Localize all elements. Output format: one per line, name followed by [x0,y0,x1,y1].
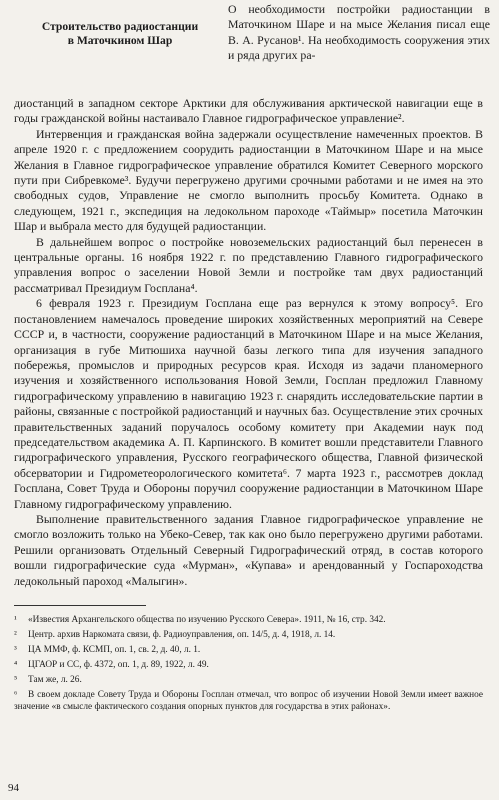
lead-paragraph-continuation: диостанций в западном секторе Арктики для обслуживания арктической навигации еще в годы гражданской войны настаивало Главное гидрографическое управление². [14,96,483,126]
heading-line-1: Строительство радиостанции [41,20,199,33]
paragraph: 6 февраля 1923 г. Президиум Госплана еще раз вернулся к этому вопросу⁵. Его постановлением намечалось проведение широких хозяйственных мероприятий на Севере СССР и, в частности, сооружение радиостанций в Маточкином Шаре и на мысе Желания, организация в губе Митюшиха научной базы легкого типа для изучения западного побережья, промыслов и природных ресурсов края. Исходя из задачи планомерного изучения и хозяйственного использования Новой Земли, Госплан предложил Главному гидрографическому управлению в навигацию 1923 г. снарядить исследовательские партии в районы, связанные с постройкой радиостанций и научных баз. Осуществление этих срочных правительственных заданий поручалось особому комитету при Академии наук под председательством академика А. П. Карпинского. В комитет вошли представители Главного гидрографического управления, Русского географического общества, Главной физической обсерватории и Гидрометеорологического комитета⁶. 7 марта 1923 г., рассмотрев доклад Госплана, Совет Труда и Обороны поручил сооружение радиостанции в Маточкином Шаре Главному гидрографическому управлению. [14,296,483,511]
footnote [14,659,483,671]
footnote-number: ⁶ [14,690,18,700]
footnote-text: Там же, л. 26. [28,675,82,685]
footnotes [14,614,483,713]
paragraph: Интервенция и гражданская война задержали осуществление намеченных проектов. В апреле 1920 г. с предложением соорудить радиостанции в Маточкином Шаре и на мысе Желания в Главное гидрографическое управление обратился Комитет Северного морского пути при Сибревкоме³. Будучи перегружено другими срочными работами и не имея на это свободных судов, Управление не смогло выполнить просьбу Комитета. Однако в следующем, 1921 г., экспедиция на ледокольном пароходе «Таймыр» посетила Маточкин Шар и выбрала место для будущей радиостанции. [14,126,483,234]
footnote-number: ³ [14,645,17,655]
footnote [14,674,483,686]
footnote-number: ¹ [14,615,17,625]
footnote-text: В своем докладе Совету Труда и Обороны Госплан отмечал, что вопрос об изучении Новой Земли имеет важное значение «в смысле фактического создания опорных пунктов для государства в этих районах». [14,690,483,712]
footnote [14,629,483,641]
footnote-separator [14,605,146,606]
footnote [14,689,483,713]
section-heading [22,20,218,48]
paragraph: В дальнейшем вопрос о постройке новоземельских радиостанций был перенесен в центральные органы. 16 ноября 1922 г. по представлению Главного гидрографического управления вопрос о заселении Новой Земли и постройке там двух радиостанций рассматривал Президиум Госплана⁴. [14,234,483,295]
body-text [14,127,483,589]
footnote-number: ⁵ [14,675,18,685]
footnote-number: ⁴ [14,660,18,670]
footnote-text: «Известия Архангельского общества по изучению Русского Севера». 1911, № 16, стр. 342. [28,615,386,625]
page-number: 94 [8,782,19,794]
footnote-text: Центр. архив Наркомата связи, ф. Радиоуправления, оп. 14/5, д. 4, 1918, л. 14. [28,630,336,640]
lead-paragraph: О необходимости постройки радиостанции в Маточкином Шаре и на мысе Желания писал еще В. А. Русанов¹. На необходимость сооружения этих и ряда других ра- [228,2,490,63]
footnote [14,644,483,656]
section-header [14,2,490,96]
footnote-text: ЦГАОР и СС, ф. 4372, оп. 1, д. 89, 1922, л. 49. [28,660,209,670]
heading-line-2: в Маточкином Шар [67,34,173,47]
footnote-number: ² [14,630,17,640]
footnote-text: ЦА ММФ, ф. КСМП, оп. 1, св. 2, д. 40, л. 1. [28,645,201,655]
footnote [14,614,483,626]
paragraph: Выполнение правительственного задания Главное гидрографическое управление не смогло возложить только на Убеко-Север, так как оно было перегружено другими работами. Решили организовать Отдельный Северный Гидрографический отряд, в состав которого вошли гидрографические суда «Мурман», «Купава» и арендованный у Госпароходства ледокольный пароход «Малыгин». [14,511,483,588]
